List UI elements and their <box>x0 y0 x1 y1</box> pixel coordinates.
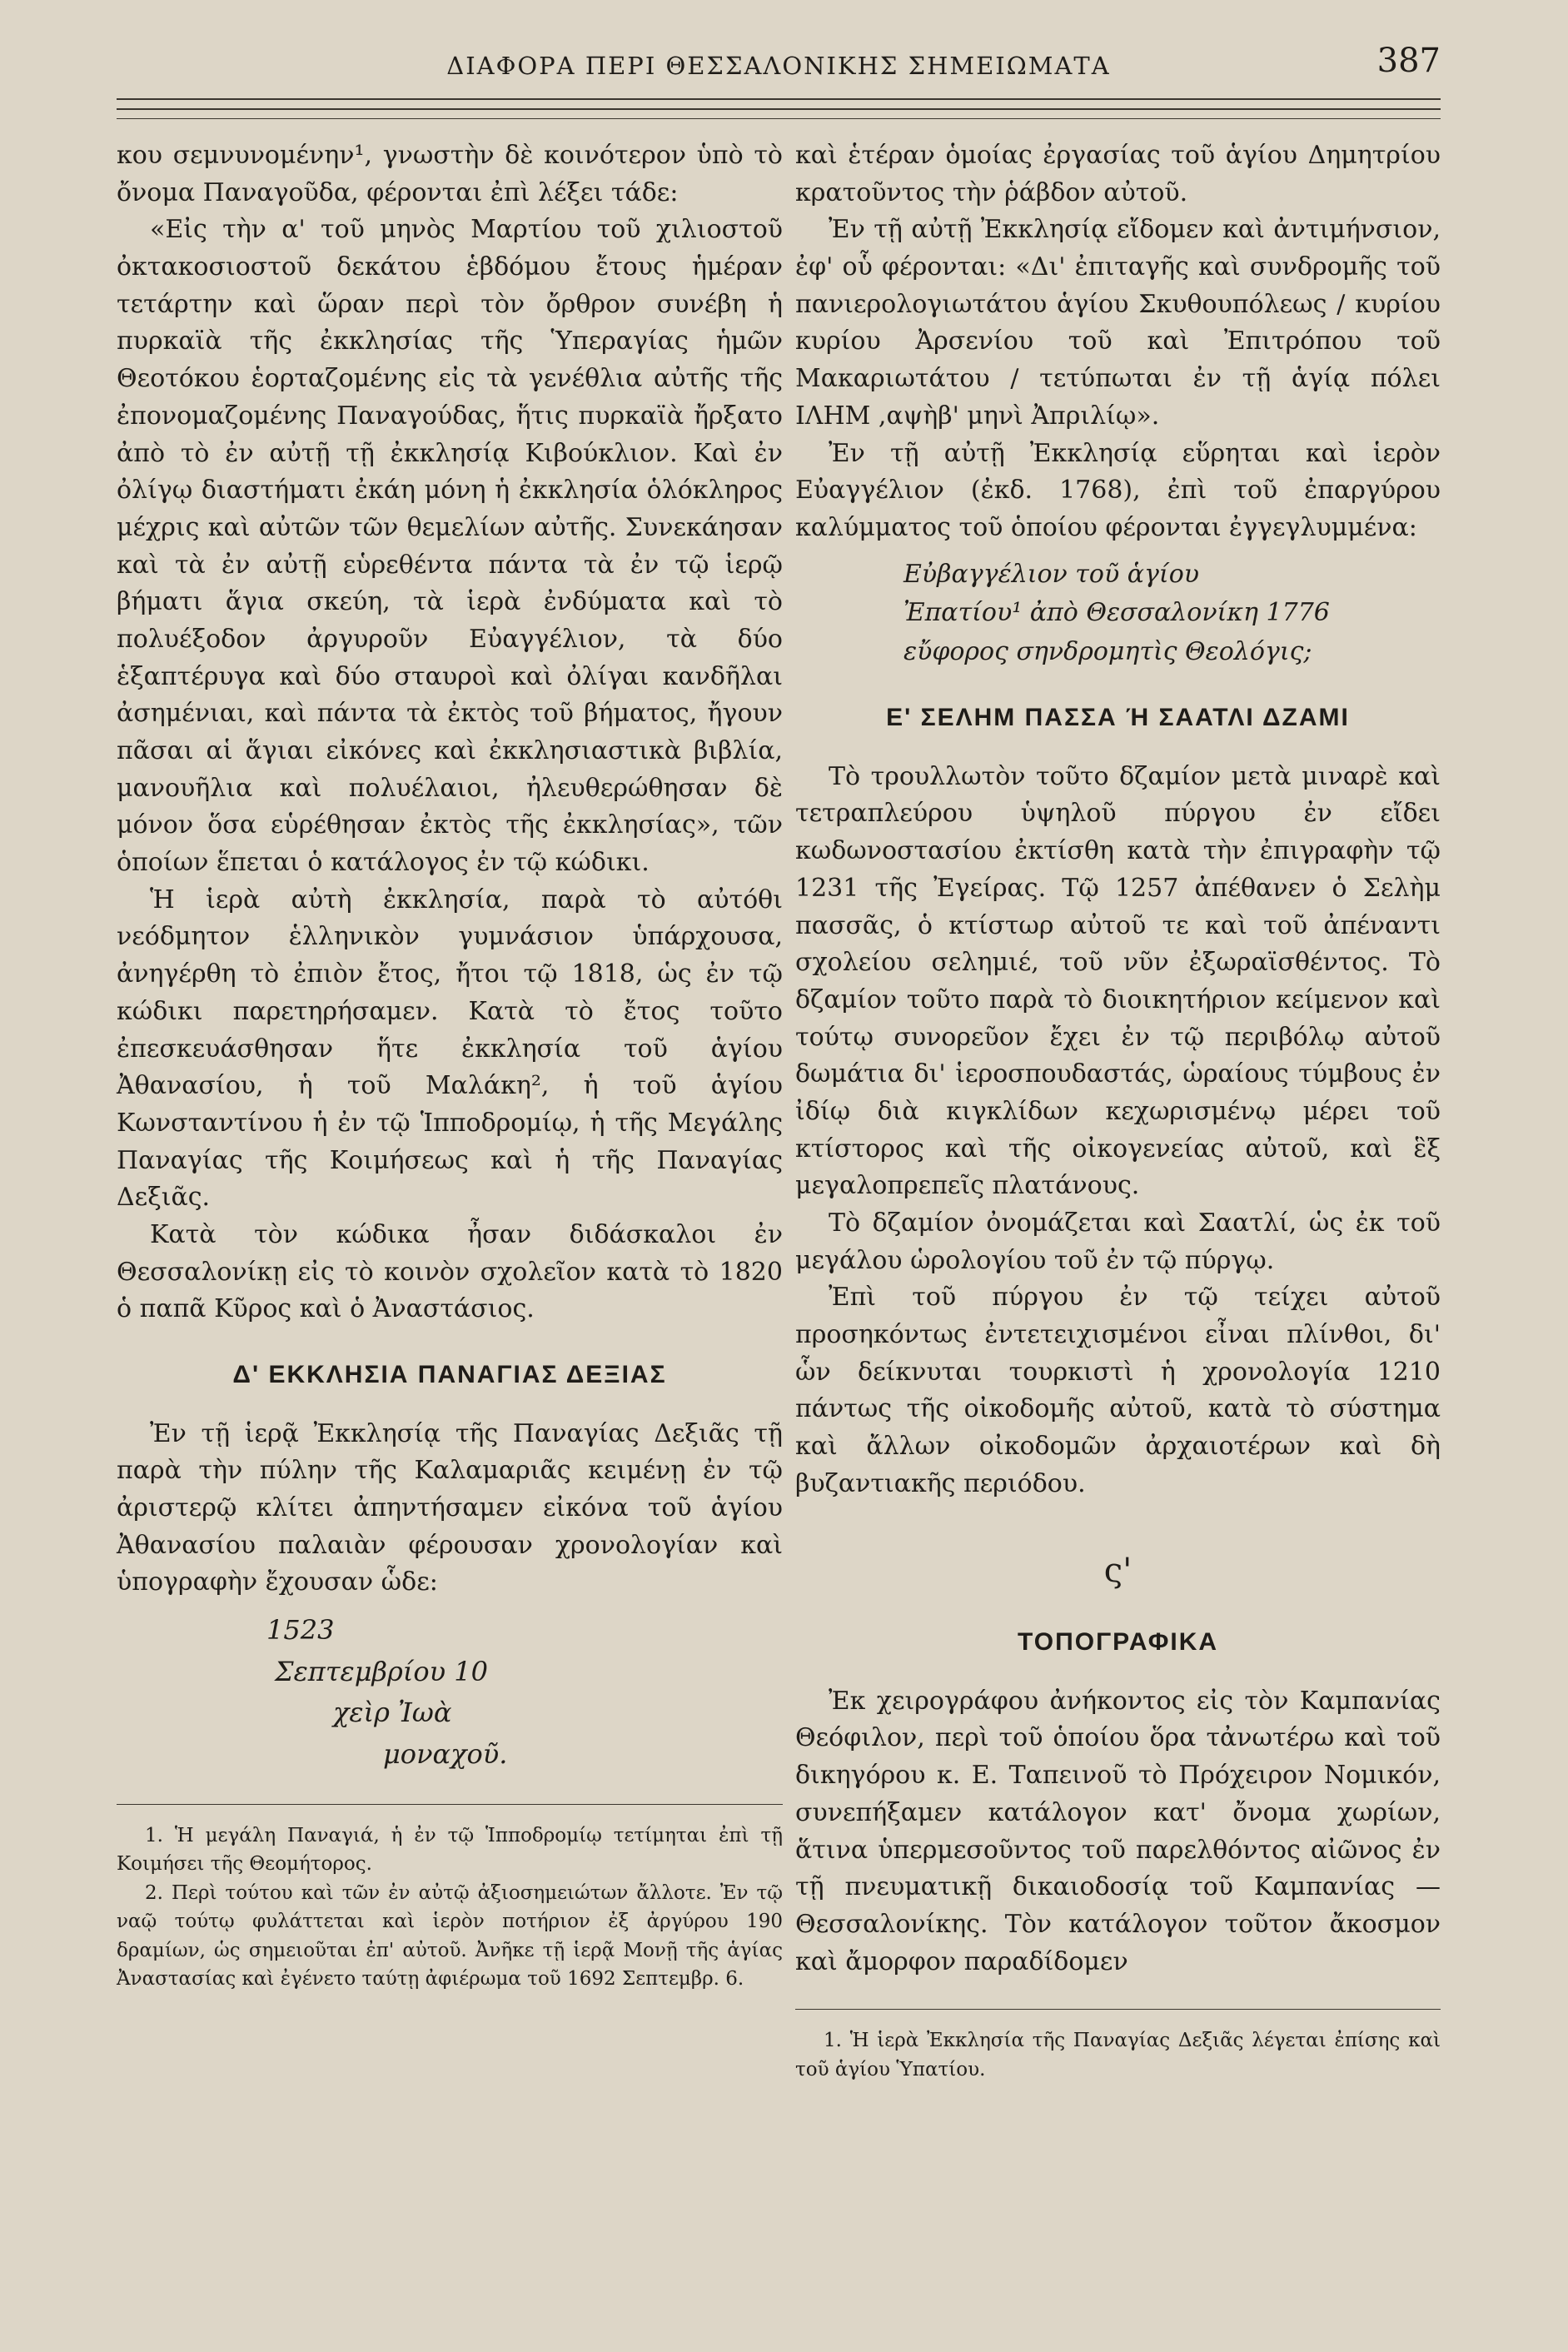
paragraph: «Εἰς τὴν α' τοῦ μηνὸς Μαρτίου τοῦ χιλιοστοῦ ὀκτακοσιοστοῦ δεκάτου ἑβδόμου ἔτους ἡμέραν τετάρτην καὶ ὥραν περὶ τὸν ὄρθρον συνέβη ἡ πυρκαϊὰ τῆς ἐκκλησίας τῆς Ὑπεραγίας ἡμῶν Θεοτόκου ἑορταζομένης εἰς τὰ γενέθλια αὐτῆς τῆς ἐπονομαζομένης Παναγούδας, ἥτις πυρκαϊὰ ἤρξατο ἀπὸ τὸ ἐν αὐτῇ τῇ ἐκκλησίᾳ Κιβούκλιον. Καὶ ἐν ὀλίγῳ διαστήματι ἐκάη μόνη ἡ ἐκκλησία ὁλόκληρος μέχρις καὶ αὐτῶν τῶν θεμελίων αὐτῆς. Συνεκάησαν καὶ τὰ ἐν αὐτῇ εὑρεθέντα πάντα τὰ ἐν τῷ ἱερῷ βήματι ἅγια σκεύη, τὰ ἱερὰ ἐνδύματα καὶ τὸ πολυέξοδον ἀργυροῦν Εὐαγγέλιον, τὰ δύο ἑξαπτέρυγα καὶ δύο σταυροὶ καὶ ὀλίγαι κανδῆλαι ἀσημένιαι, καὶ πάντα τὰ ἐκτὸς τοῦ βήματος, ἤγουν πᾶσαι αἱ ἅγιαι εἰκόνες καὶ ἐκκλησιαστικὰ βιβλία, μανουῆλια καὶ πολυέλαιοι, ἠλευθερώθησαν δὲ μόνον ὅσα εὑρέθησαν ἐκτὸς τῆς ἐκκλησίας», τῶν ὁποίων ἕπεται ὁ κατάλογος ἐν τῷ κώδικι. <box>117 215 783 878</box>
section-heading: ΤΟΠΟΓΡΑΦΙΚΑ <box>1017 1628 1219 1657</box>
paragraph: Ἐπὶ τοῦ πύργου ἐν τῷ τείχει αὐτοῦ προσηκόντως ἐντετειχισμένοι εἶναι πλίνθοι, δι' ὧν δείκνυται τουρκιστὶ ἡ χρονολογία 1210 πάντως τῆς οἰκοδομῆς αὐτοῦ, κατὰ τὸ σύστημα καὶ ἄλλων οἰκοδομῶν ἀρχαιοτέρων καὶ δὴ βυζαντιακῆς περιόδου. <box>795 1283 1441 1498</box>
header-rule <box>117 98 1441 100</box>
inscription-line: Σεπτεμβρίου 10 <box>275 1655 488 1687</box>
inscription-line: χεὶρ Ἰωὰ <box>333 1697 452 1729</box>
inscription-line: 1523 <box>266 1614 335 1647</box>
page-number: 387 <box>1376 42 1441 80</box>
running-head: ΔΙΑΦΟΡΑ ΠΕΡΙ ΘΕΣΣΑΛΟΝΙΚΗΣ ΣΗΜΕΙΩΜΑΤΑ <box>446 52 1111 80</box>
inscription <box>117 1610 783 1775</box>
footnote: 2. Περὶ τούτου καὶ τῶν ἐν αὐτῷ ἀξιοσημειώτων ἄλλοτε. Ἐν τῷ ναῷ τούτῳ φυλάττεται καὶ ἱερὸν ποτήριον ἐξ ἀργύρου 190 δραμίων, ὡς σημειοῦται ἐπ' αὐτοῦ. Ἀνῆκε τῇ ἱερᾷ Μονῇ τῆς ἁγίας Ἀναστασίας καὶ ἐγένετο ταύτῃ ἀφιέρωμα τοῦ 1692 Σεπτεμβρ. 6. <box>117 1881 783 1990</box>
paragraph: Τὸ τρουλλωτὸν τοῦτο δζαμίον μετὰ μιναρὲ καὶ τετραπλεύρου ὑψηλοῦ πύργου ἐν εἴδει κωδωνοστασίου ἐκτίσθη κατὰ τὴν ἐπιγραφὴν τῷ 1231 τῆς Ἐγείρας. Τῷ 1257 ἀπέθανεν ὁ Σελὴμ πασσᾶς, ὁ κτίστωρ αὐτοῦ τε καὶ τοῦ ἀπέναντι σχολείου σελημιέ, τοῦ νῦν ἐξωραϊσθέντος. Τὸ δζαμίον τοῦτο παρὰ τὸ διοικητήριον κείμενον καὶ τούτῳ συνορεῦον ἔχει ἐν τῷ περιβόλῳ αὐτοῦ δωμάτια δι' ἱεροσπουδαστάς, ὡραίους τύμβους ἐν ἰδίῳ διὰ κιγκλίδων κεχωρισμένῳ μέρει τοῦ κτίστορος καὶ τῆς οἰκογενείας αὐτοῦ, καὶ ἓξ μεγαλοπρεπεῖς πλατάνους. <box>795 761 1441 1201</box>
paragraph: Τὸ δζαμίον ὀνομάζεται καὶ Σαατλί, ὡς ἐκ τοῦ μεγάλου ὡρολογίου τοῦ ἐν τῷ πύργῳ. <box>795 1208 1441 1275</box>
section-mark: ς' <box>1103 1551 1132 1590</box>
footnotes <box>117 1804 783 1994</box>
inscription-line: εὔφορος σηνδρομητὶς Θεολόγις; <box>903 636 1312 666</box>
inscription <box>795 556 1441 672</box>
paragraph: καὶ ἑτέραν ὁμοίας ἐργασίας τοῦ ἁγίου Δημητρίου κρατοῦντος τὴν ῥάβδον αὐτοῦ. <box>795 141 1441 207</box>
paragraph: Ἐν τῇ ἱερᾷ Ἐκκλησίᾳ τῆς Παναγίας Δεξιᾶς τῇ παρὰ τὴν πύλην τῆς Καλαμαριᾶς κειμένῃ ἐν τῷ ἀριστερῷ κλίτει ἀπηντήσαμεν εἰκόνα τοῦ ἁγίου Ἀθανασίου παλαιὰν φέρουσαν χρονολογίαν καὶ ὑπογραφὴν ἔχουσαν ὧδε: <box>117 1418 783 1597</box>
paragraph: Ἐν τῇ αὐτῇ Ἐκκλησίᾳ εὕρηται καὶ ἱερὸν Εὐαγγέλιον (ἐκδ. 1768), ἐπὶ τοῦ ἐπαργύρου καλύμματος τοῦ ὁποίου φέρονται ἐγγεγλυμμένα: <box>795 438 1441 542</box>
section-heading: Ε' ΣΕΛΗΜ ΠΑΣΣΑ Ή ΣΑΑΤΛΙ ΔΖΑΜΙ <box>886 704 1350 732</box>
paragraph: Κατὰ τὸν κώδικα ἦσαν διδάσκαλοι ἐν Θεσσαλονίκῃ εἰς τὸ κοινὸν σχολεῖον κατὰ τὸ 1820 ὁ παπᾶ Κῦρος καὶ ὁ Ἀναστάσιος. <box>117 1219 783 1324</box>
inscription-line: Ἐπατίου¹ ἀπὸ Θεσσαλονίκη 1776 <box>903 598 1330 628</box>
inscription-line: μοναχοῦ. <box>383 1737 508 1770</box>
paragraph: Ἡ ἱερὰ αὐτὴ ἐκκλησία, παρὰ τὸ αὐτόθι νεόδμητον ἑλληνικὸν γυμνάσιον ὑπάρχουσα, ἀνηγέρθη τὸ ἐπιὸν ἔτος, ἤτοι τῷ 1818, ὡς ἐν τῷ κώδικι παρετηρήσαμεν. Κατὰ τὸ ἔτος τοῦτο ἐπεσκευάσθησαν ἥτε ἐκκλησία τοῦ ἁγίου Ἀθανασίου, ἡ τοῦ Μαλάκη², ἡ τοῦ ἁγίου Κωνσταντίνου ἡ ἐν τῷ Ἱπποδρομίῳ, ἡ τῆς Μεγάλης Παναγίας τῆς Κοιμήσεως καὶ ἡ τῆς Παναγίας Δεξιᾶς. <box>117 884 783 1213</box>
header-rule <box>117 108 1441 110</box>
left-column <box>117 137 783 1994</box>
inscription-line: Εὐβαγγέλιον τοῦ ἁγίου <box>903 559 1199 589</box>
header-rule <box>117 118 1441 119</box>
page-header <box>117 42 1441 92</box>
section-heading: Δ' ΕΚΚΛΗΣΙΑ ΠΑΝΑΓΙΑΣ ΔΕΞΙΑΣ <box>232 1361 667 1388</box>
paragraph: Ἐκ χειρογράφου ἀνήκοντος εἰς τὸν Καμπανίας Θεόφιλον, περὶ τοῦ ὁποίου ὅρα τἀνωτέρω καὶ τοῦ δικηγόρου κ. Ε. Ταπεινοῦ τὸ Πρόχειρον Νομικόν, συνεπήξαμεν κατάλογον κατ' ὄνομα χωρίων, ἅτινα ὑπερμεσοῦντος τοῦ παρελθόντος αἰῶνος ἐν τῇ πνευματικῇ δικαιοδοσίᾳ τοῦ Καμπανίας — Θεσσαλονίκης. Τὸν κατάλογον τοῦτον ἄκοσμον καὶ ἄμορφον παραδίδομεν <box>795 1686 1441 1976</box>
right-column <box>795 137 1441 2084</box>
footnote: 1. Ἡ μεγάλη Παναγιά, ἡ ἐν τῷ Ἱπποδρομίῳ τετίμηται ἐπὶ τῇ Κοιμήσει τῆς Θεομήτορος. <box>117 1824 783 1875</box>
footnote: 1. Ἡ ἱερὰ Ἐκκλησία τῆς Παναγίας Δεξιᾶς λέγεται ἐπίσης καὶ τοῦ ἁγίου Ὑπατίου. <box>795 2030 1441 2080</box>
footnotes <box>795 2009 1441 2084</box>
paragraph: κου σεμνυνομένην¹, γνωστὴν δὲ κοινότερον ὑπὸ τὸ ὄνομα Παναγοῦδα, φέρονται ἐπὶ λέξει τάδε: <box>117 141 783 207</box>
paragraph: Ἐν τῇ αὐτῇ Ἐκκλησίᾳ εἴδομεν καὶ ἀντιμήνσιον, ἐφ' οὗ φέρονται: «Δι' ἐπιταγῆς καὶ συνδρομῆς τοῦ πανιερολογιωτάτου ἁγίου Σκυθουπόλεως / κυρίου κυρίου Ἀρσενίου τοῦ καὶ Ἐπιτρόπου τοῦ Μακαριωτάτου / τετύπωται ἐν τῇ ἁγίᾳ πόλει ΙΛΗΜ ,αψὴβ' μηνὶ Ἀπριλίῳ». <box>795 215 1441 431</box>
